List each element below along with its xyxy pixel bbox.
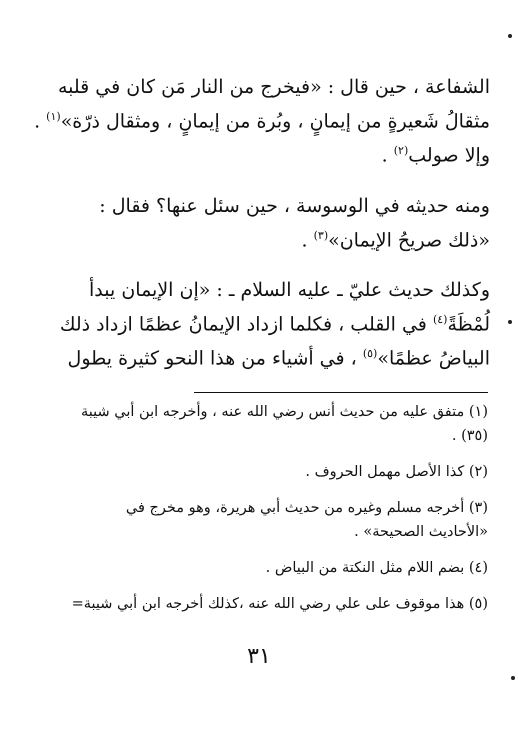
line-end: .	[34, 110, 41, 133]
line-text: في القلب ، فكلما ازداد الإيمانُ عظمًا ازداد ذلك	[59, 313, 427, 336]
footnotes-section	[30, 400, 488, 628]
scan-speck	[508, 34, 512, 38]
footnote	[30, 400, 488, 448]
footnote-text: (٢) كذا الأصل مهمل الحروف .	[305, 464, 488, 480]
footnote	[30, 460, 488, 484]
text-line	[28, 191, 490, 221]
footnote-text: (٣٥) .	[451, 428, 488, 444]
line-end: .	[381, 144, 388, 167]
footnote-ref[interactable]: (٣)	[313, 228, 329, 242]
line-text: ، في أشياء من هذا النحو كثيرة يطول	[67, 347, 357, 370]
line-text: مثقالُ شَعيرةٍ من إيمانٍ ، وبُرة من إيمانٍ ، ومثقال ذرّة»	[60, 110, 490, 133]
footnote-text: (٤) بضم اللام مثل النكتة من البياض .	[265, 560, 488, 576]
footnote	[30, 556, 488, 580]
line-text: وإلا صولب	[408, 144, 490, 167]
footnote-ref[interactable]: (٤)	[432, 312, 448, 326]
text-line	[28, 305, 490, 339]
footnote	[30, 496, 488, 544]
line-text: ومنه حديثه في الوسوسة ، حين سئل عنها؟ فقال :	[99, 194, 490, 217]
footnote-divider	[194, 392, 488, 393]
footnote	[30, 592, 488, 616]
footnote-text: (٥) هذا موقوف على علي رضي الله عنه ،كذلك أخرجه ابن أبي شيبة=	[71, 596, 488, 612]
footnote-text: «الأحاديث الصحيحة» .	[354, 524, 488, 540]
text-line	[28, 72, 490, 102]
footnote-ref[interactable]: (٥)	[362, 347, 378, 361]
line-text: «ذلك صريحُ الإيمان»	[328, 228, 490, 251]
footnote-text: (١) متفق عليه من حديث أنس رضي الله عنه ، وأخرجه ابن أبي شيبة	[81, 404, 488, 420]
line-text: لُمْظَةً	[447, 313, 490, 336]
line-end: .	[301, 228, 308, 251]
line-text: وكذلك حديث عليّ ـ عليه السلام ـ : «إن الإيمان يبدأ	[89, 278, 490, 301]
line-text: البياضُ عظمًا»	[377, 347, 490, 370]
page-number: ٣١	[247, 644, 271, 669]
scan-speck	[508, 320, 512, 324]
text-line	[28, 339, 490, 373]
footnote-ref[interactable]: (٢)	[393, 144, 409, 158]
main-text	[28, 72, 490, 374]
footnote-ref[interactable]: (١)	[46, 110, 61, 123]
text-line	[28, 136, 490, 170]
text-line	[28, 221, 490, 255]
line-text: الشفاعة ، حين قال : «فيخرج من النار مَن كان في قلبه	[57, 76, 490, 98]
text-line	[28, 275, 490, 305]
text-line	[28, 102, 490, 136]
footnote-text: (٣) أخرجه مسلم وغيره من حديث أبي هريرة، وهو مخرج في	[125, 500, 488, 516]
scan-speck	[511, 676, 515, 680]
